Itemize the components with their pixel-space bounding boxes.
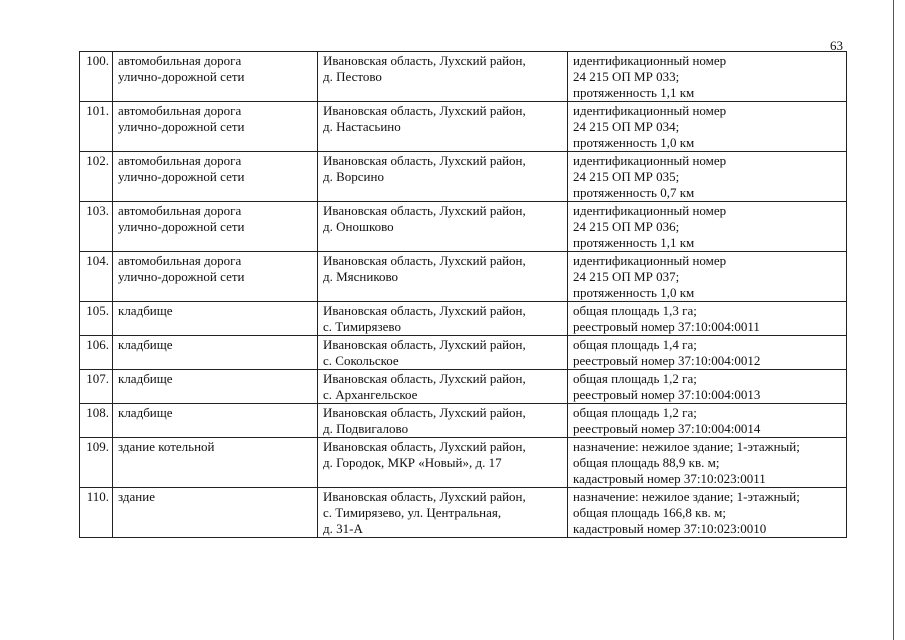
object-address-line: д. 31-А [323,521,363,536]
row-number: 105. [80,302,113,336]
object-details-line: идентификационный номер [573,53,727,68]
table-row [80,404,847,438]
table-body [80,52,847,538]
object-address-cell [318,438,568,488]
object-address-line: Ивановская область, Лухский район, [323,253,526,268]
object-details-line: реестровый номер 37:10:004:0011 [573,319,760,334]
object-name-line: улично-дорожной сети [118,219,245,234]
row-number: 108. [80,404,113,438]
object-address-line: д. Настасьино [323,119,401,134]
object-details-line: 24 215 ОП МР 035; [573,169,680,184]
row-number: 102. [80,152,113,202]
object-address-line: Ивановская область, Лухский район, [323,103,526,118]
object-address-cell [318,252,568,302]
row-number: 110. [80,488,113,538]
object-details-line: протяженность 0,7 км [573,185,695,200]
object-name-cell [113,252,318,302]
object-address-cell [318,488,568,538]
object-name-line: улично-дорожной сети [118,169,245,184]
object-details-line: 24 215 ОП МР 033; [573,69,680,84]
table-row [80,202,847,252]
page-number: 63 [830,38,843,53]
object-details-cell [568,202,847,252]
object-address-line: Ивановская область, Лухский район, [323,53,526,68]
object-address-cell [318,102,568,152]
object-name-cell [113,102,318,152]
object-name-line: улично-дорожной сети [118,119,245,134]
object-address-cell [318,52,568,102]
table-row [80,302,847,336]
object-details-line: общая площадь 88,9 кв. м; [573,455,720,470]
table-row [80,438,847,488]
object-details-line: реестровый номер 37:10:004:0013 [573,387,761,402]
object-details-line: общая площадь 166,8 кв. м; [573,505,726,520]
object-address-line: д. Пестово [323,69,382,84]
table-row [80,152,847,202]
object-name-cell [113,488,318,538]
object-address-line: Ивановская область, Лухский район, [323,153,526,168]
object-details-line: назначение: нежилое здание; 1-этажный; [573,489,800,504]
object-name-cell [113,438,318,488]
object-address-cell [318,370,568,404]
object-address-cell [318,302,568,336]
object-name-line: кладбище [118,337,173,352]
object-name-line: здание котельной [118,439,215,454]
object-details-cell [568,438,847,488]
object-name-cell [113,152,318,202]
object-address-line: д. Городок, МКР «Новый», д. 17 [323,455,502,470]
object-address-line: Ивановская область, Лухский район, [323,371,526,386]
row-number: 104. [80,252,113,302]
object-details-line: общая площадь 1,3 га; [573,303,697,318]
object-details-cell [568,52,847,102]
object-name-line: кладбище [118,303,173,318]
object-details-line: протяженность 1,0 км [573,285,695,300]
table-row [80,102,847,152]
object-address-line: д. Оношково [323,219,394,234]
object-details-cell [568,488,847,538]
table-row [80,370,847,404]
object-details-line: общая площадь 1,2 га; [573,405,697,420]
object-name-line: автомобильная дорога [118,253,242,268]
object-name-line: кладбище [118,405,173,420]
object-details-line: 24 215 ОП МР 037; [573,269,680,284]
object-address-line: Ивановская область, Лухский район, [323,405,526,420]
object-address-line: д. Ворсино [323,169,384,184]
object-details-line: идентификационный номер [573,153,727,168]
object-address-line: Ивановская область, Лухский район, [323,489,526,504]
object-details-line: общая площадь 1,4 га; [573,337,697,352]
scan-edge-line [893,0,894,640]
object-details-line: протяженность 1,1 км [573,235,695,250]
table-row [80,488,847,538]
object-details-line: кадастровый номер 37:10:023:0010 [573,521,767,536]
object-name-line: кладбище [118,371,173,386]
object-name-line: автомобильная дорога [118,53,242,68]
object-address-line: д. Подвигалово [323,421,409,436]
object-address-line: с. Тимирязево [323,319,401,334]
object-name-cell [113,404,318,438]
object-details-cell [568,404,847,438]
table-row [80,336,847,370]
table-row [80,52,847,102]
object-details-cell [568,252,847,302]
object-address-line: Ивановская область, Лухский район, [323,337,526,352]
object-details-line: реестровый номер 37:10:004:0014 [573,421,761,436]
object-name-cell [113,302,318,336]
object-name-line: автомобильная дорога [118,153,242,168]
object-name-line: автомобильная дорога [118,103,242,118]
object-name-line: улично-дорожной сети [118,69,245,84]
object-address-line: Ивановская область, Лухский район, [323,303,526,318]
row-number: 101. [80,102,113,152]
object-address-line: Ивановская область, Лухский район, [323,203,526,218]
object-address-line: д. Мясниково [323,269,399,284]
object-details-line: идентификационный номер [573,203,727,218]
object-details-line: 24 215 ОП МР 034; [573,119,680,134]
object-details-cell [568,336,847,370]
object-details-line: назначение: нежилое здание; 1-этажный; [573,439,800,454]
object-name-line: здание [118,489,155,504]
object-address-cell [318,336,568,370]
object-address-line: с. Сокольское [323,353,399,368]
object-details-cell [568,302,847,336]
row-number: 100. [80,52,113,102]
object-address-line: с. Архангельское [323,387,418,402]
object-address-cell [318,404,568,438]
object-details-line: реестровый номер 37:10:004:0012 [573,353,761,368]
object-details-line: протяженность 1,0 км [573,135,695,150]
object-details-line: общая площадь 1,2 га; [573,371,697,386]
object-details-line: 24 215 ОП МР 036; [573,219,680,234]
table-row [80,252,847,302]
object-details-cell [568,370,847,404]
object-address-cell [318,152,568,202]
object-name-line: автомобильная дорога [118,203,242,218]
row-number: 106. [80,336,113,370]
object-details-line: кадастровый номер 37:10:023:0011 [573,471,766,486]
object-name-cell [113,52,318,102]
row-number: 109. [80,438,113,488]
object-name-line: улично-дорожной сети [118,269,245,284]
object-name-cell [113,202,318,252]
object-details-line: идентификационный номер [573,253,727,268]
object-address-cell [318,202,568,252]
row-number: 103. [80,202,113,252]
property-registry-table [79,51,847,538]
object-address-line: Ивановская область, Лухский район, [323,439,526,454]
object-name-cell [113,370,318,404]
object-name-cell [113,336,318,370]
object-details-cell [568,102,847,152]
object-details-cell [568,152,847,202]
row-number: 107. [80,370,113,404]
object-details-line: протяженность 1,1 км [573,85,695,100]
object-address-line: с. Тимирязево, ул. Центральная, [323,505,502,520]
object-details-line: идентификационный номер [573,103,727,118]
